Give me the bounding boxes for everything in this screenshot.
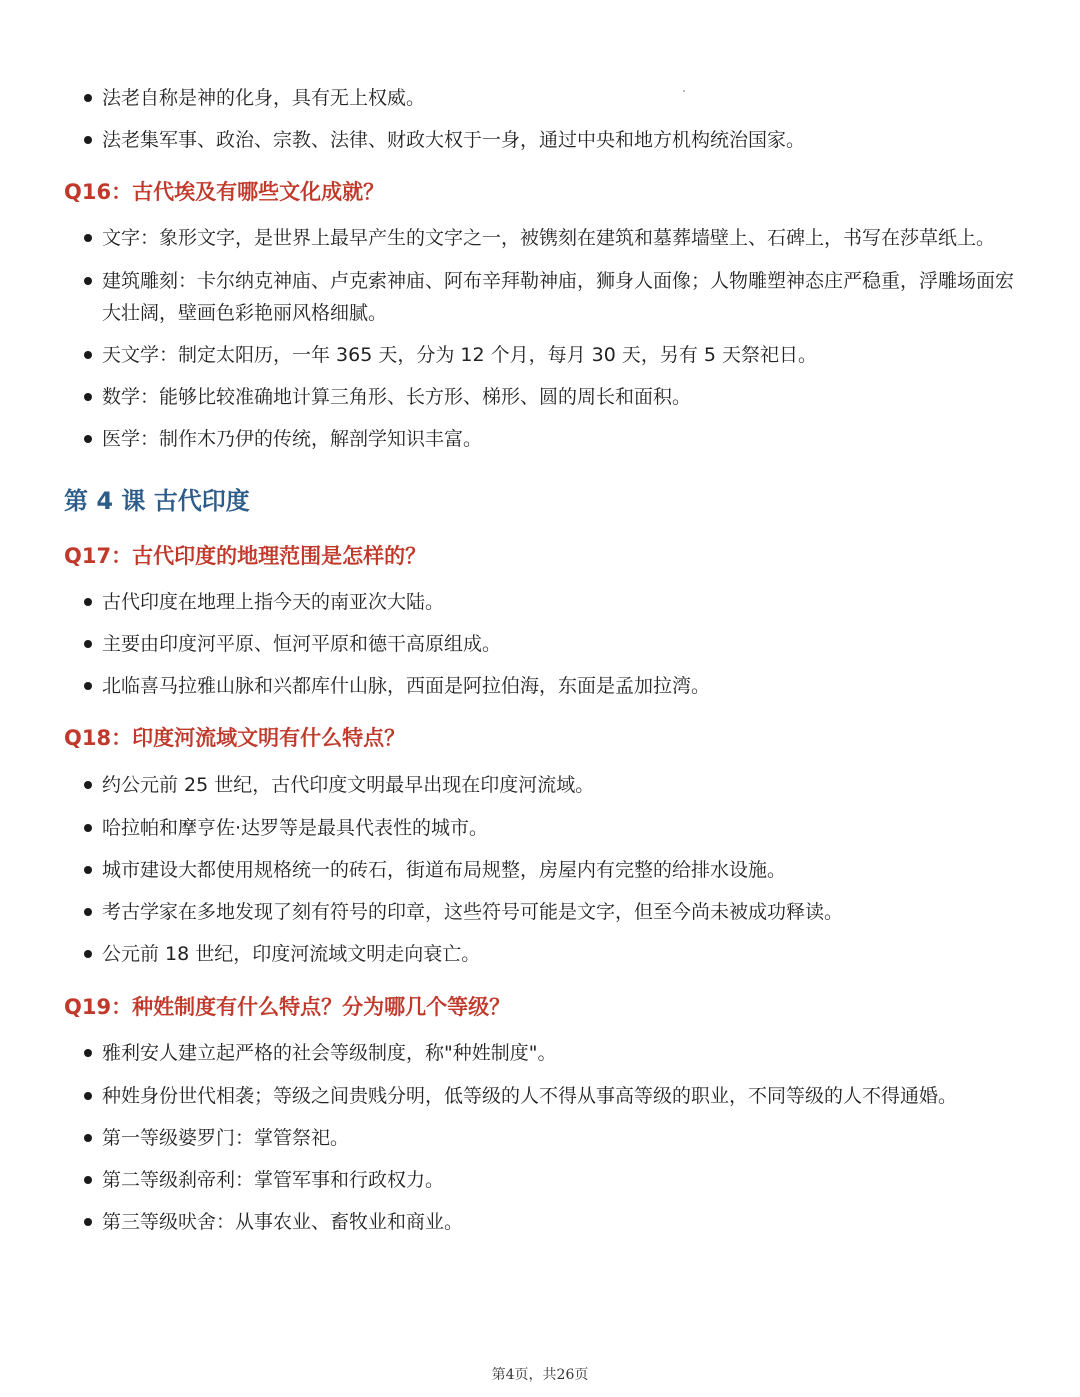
bullet-icon <box>84 136 92 144</box>
bullet-icon <box>84 824 92 832</box>
list-item-text: 天文学：制定太阳历，一年 365 天，分为 12 个月，每月 30 天，另有 5 天祭祀日。 <box>102 344 818 366</box>
bullet-icon <box>84 393 92 401</box>
list-item-text: 公元前 18 世纪，印度河流域文明走向衰亡。 <box>102 943 481 965</box>
list-item-text: 城市建设大都使用规格统一的砖石，街道布局规整，房屋内有完整的给排水设施。 <box>102 859 787 881</box>
list-item-text: 建筑雕刻：卡尔纳克神庙、卢克索神庙、阿布辛拜勒神庙，狮身人面像；人物雕塑神态庄严稳重，浮雕场面宏大壮阔，壁画色彩艳丽风格细腻。 <box>102 270 1015 324</box>
bullet-icon <box>84 1176 92 1184</box>
bullet-icon <box>84 682 92 690</box>
list-item-text: 考古学家在多地发现了刻有符号的印章，这些符号可能是文字，但至今尚未被成功释读。 <box>102 901 844 923</box>
list-item-text: 古代印度在地理上指今天的南亚次大陆。 <box>102 591 445 613</box>
bullet-icon <box>84 866 92 874</box>
scan-speck <box>683 90 685 92</box>
list-item-text: 数学：能够比较准确地计算三角形、长方形、梯形、圆的周长和面积。 <box>102 386 692 408</box>
list-item-text: 约公元前 25 世纪，古代印度文明最早出现在印度河流域。 <box>102 774 595 796</box>
list-item-text: 主要由印度河平原、恒河平原和德干高原组成。 <box>102 633 502 655</box>
bullet-icon <box>84 435 92 443</box>
bullet-icon <box>84 1092 92 1100</box>
list-item-text: 第二等级刹帝利：掌管军事和行政权力。 <box>102 1169 445 1191</box>
bullet-icon <box>84 1049 92 1057</box>
list-item-text: 法老集军事、政治、宗教、法律、财政大权于一身，通过中央和地方机构统治国家。 <box>102 129 806 151</box>
bullet-icon <box>84 950 92 958</box>
bullet-icon <box>84 781 92 789</box>
bullet-icon <box>84 1218 92 1226</box>
bullet-icon <box>84 351 92 359</box>
list-item-text: 哈拉帕和摩亨佐·达罗等是最具代表性的城市。 <box>102 817 489 839</box>
list-item-text: 种姓身份世代相袭；等级之间贵贱分明，低等级的人不得从事高等级的职业，不同等级的人不得通婚。 <box>102 1085 958 1107</box>
question-heading-q17: Q17：古代印度的地理范围是怎样的？ <box>64 544 427 568</box>
bullet-icon <box>84 908 92 916</box>
bullet-icon <box>84 1134 92 1142</box>
question-heading-q19: Q19：种姓制度有什么特点？分为哪几个等级？ <box>64 995 511 1019</box>
bullet-icon <box>84 94 92 102</box>
bullet-icon <box>84 598 92 606</box>
bullet-icon <box>84 640 92 648</box>
bullet-icon <box>84 234 92 242</box>
list-item-text: 第三等级吠舍：从事农业、畜牧业和商业。 <box>102 1211 464 1233</box>
bullet-icon <box>84 277 92 285</box>
list-item-text: 北临喜马拉雅山脉和兴都库什山脉，西面是阿拉伯海，东面是孟加拉湾。 <box>102 675 711 697</box>
list-item-text: 法老自称是神的化身，具有无上权威。 <box>102 87 426 109</box>
question-heading-q16: Q16：古代埃及有哪些文化成就？ <box>64 180 385 204</box>
list-item-text: 雅利安人建立起严格的社会等级制度，称"种姓制度"。 <box>102 1042 557 1064</box>
list-item-text: 文字：象形文字，是世界上最早产生的文字之一，被镌刻在建筑和墓葬墙壁上、石碑上，书写在莎草纸上。 <box>102 227 996 249</box>
page-number-footer: 第4页，共26页 <box>491 1367 589 1383</box>
list-item-text: 第一等级婆罗门：掌管祭祀。 <box>102 1127 350 1149</box>
question-heading-q18: Q18：印度河流域文明有什么特点？ <box>64 726 406 750</box>
lesson-heading: 第 4 课 古代印度 <box>64 487 250 515</box>
list-item-text: 医学：制作木乃伊的传统，解剖学知识丰富。 <box>102 428 483 450</box>
